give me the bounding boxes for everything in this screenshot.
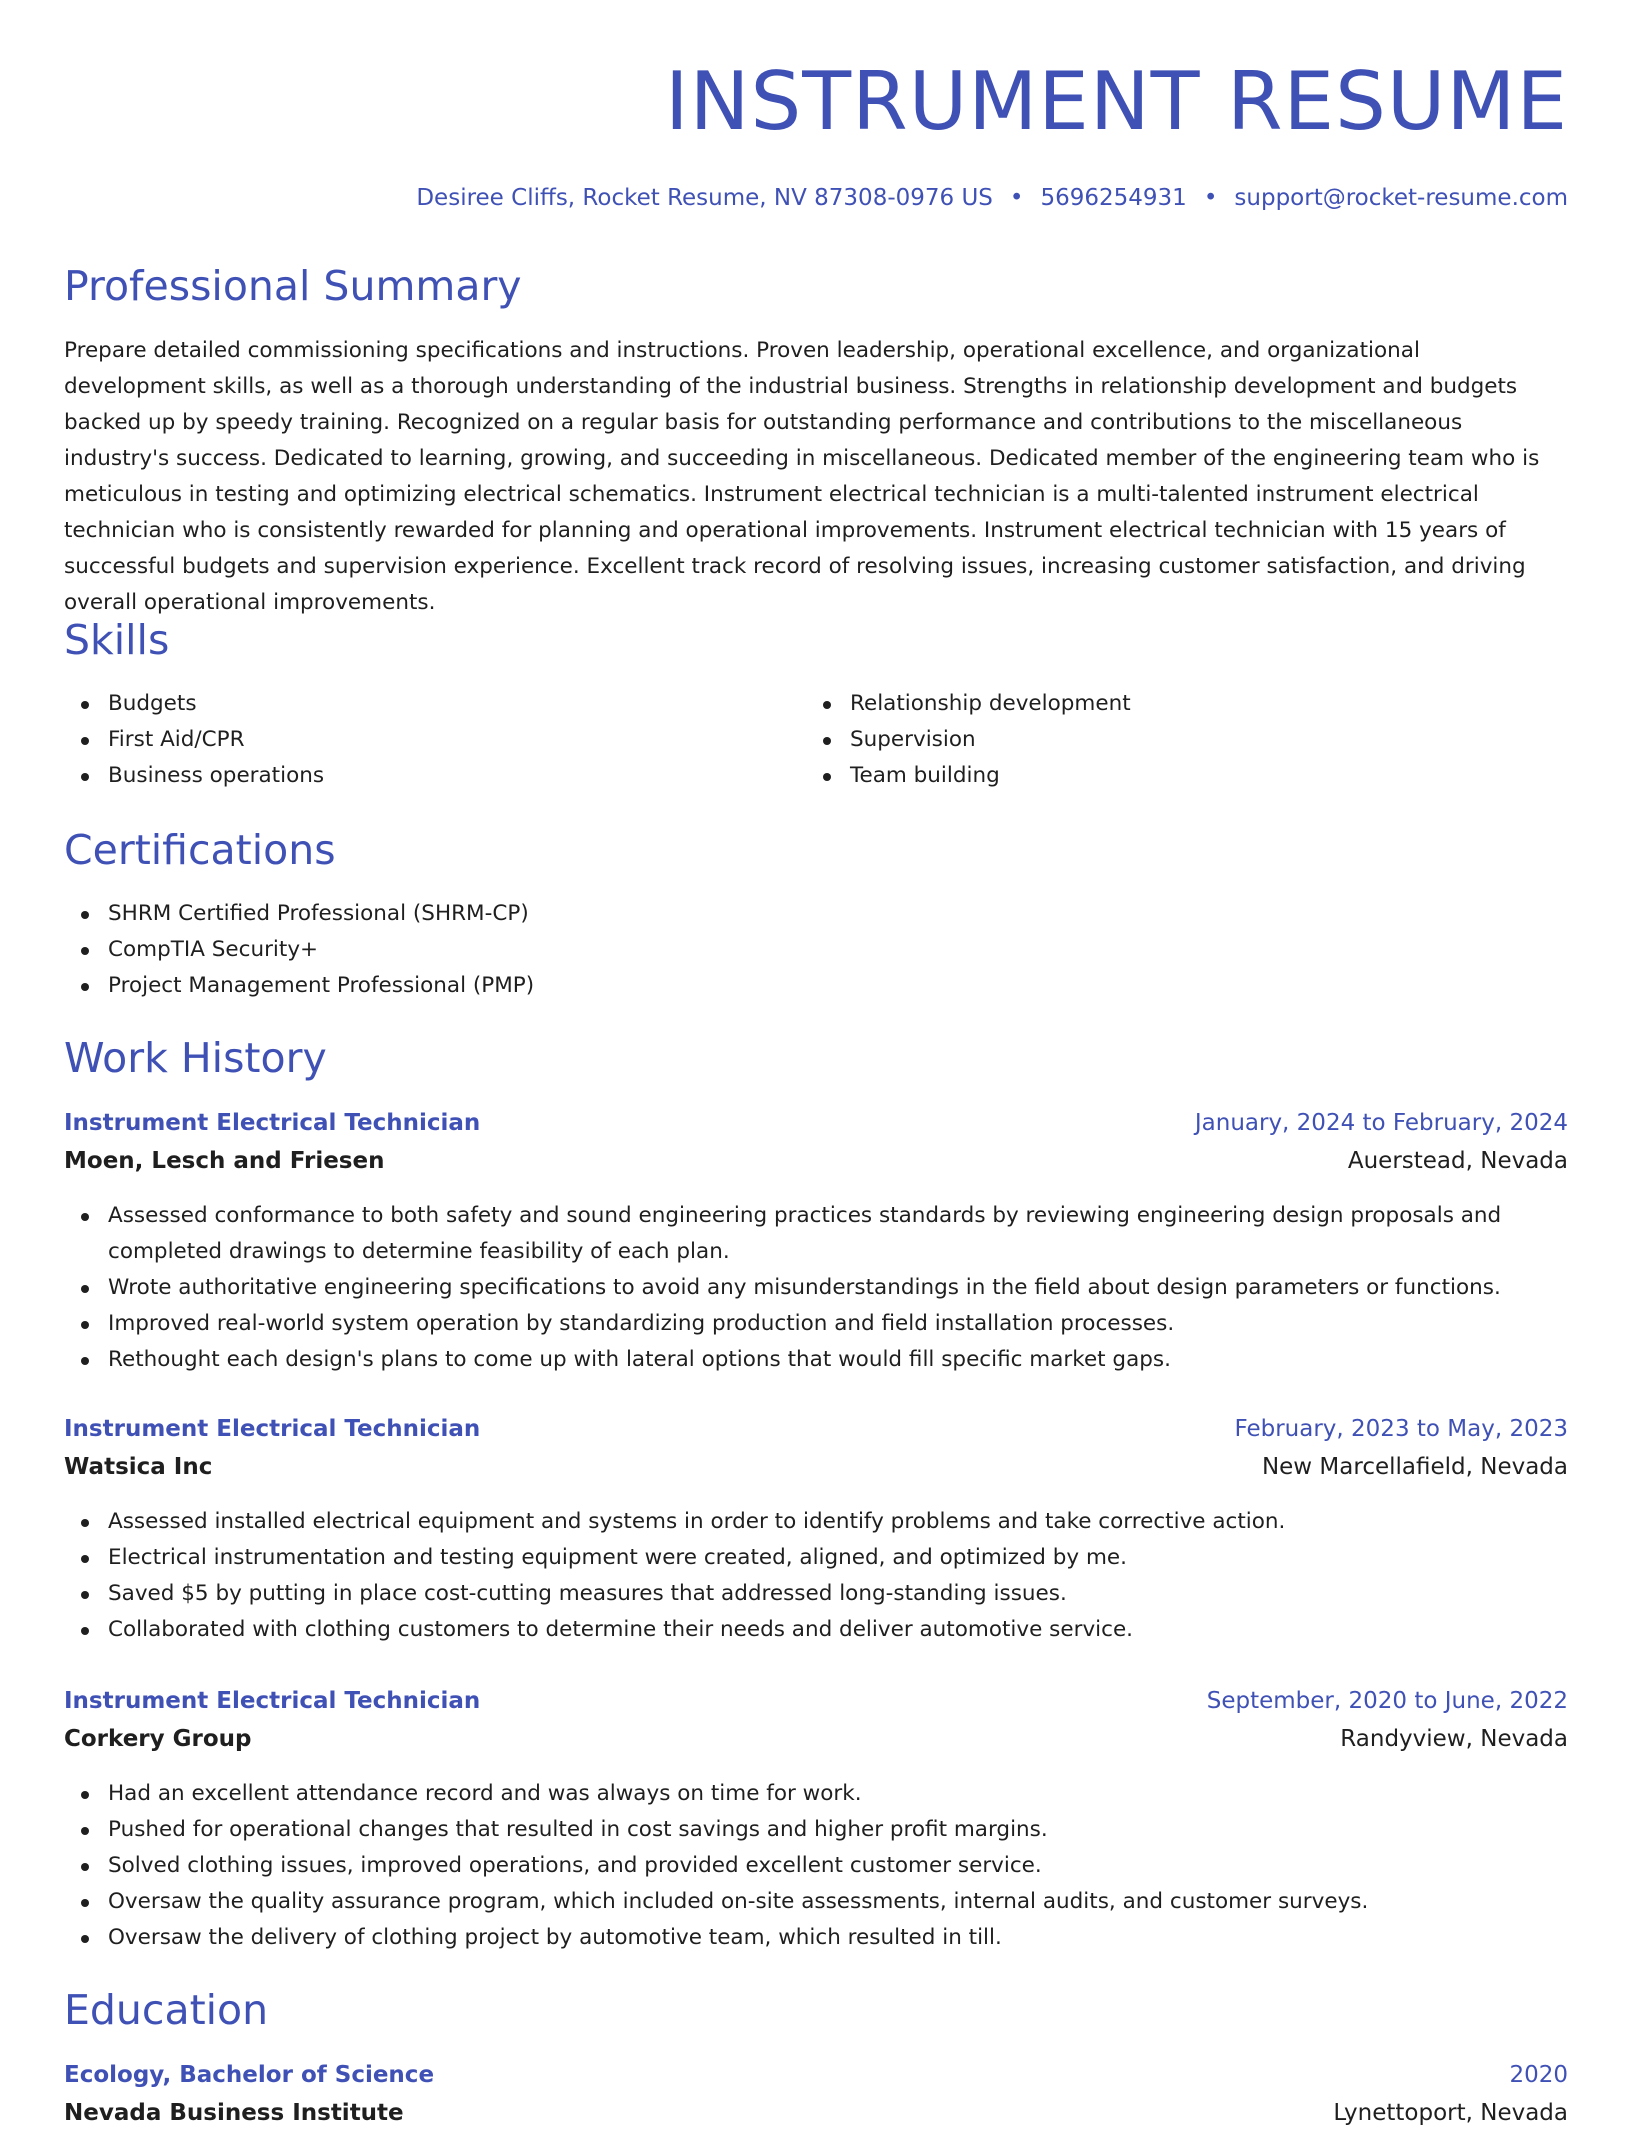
certification-item: Project Management Professional (PMP)	[64, 968, 1568, 1004]
skill-item: Budgets	[64, 686, 804, 722]
job-bullets	[64, 1776, 1568, 1956]
education-year: 2020	[1509, 2062, 1568, 2088]
skills-list-left	[64, 686, 804, 794]
job-bullet: Assessed conformance to both safety and sound engineering practices standards by reviewing engineering design proposals and completed drawings to determine feasibility of each plan.	[64, 1198, 1568, 1270]
contact-separator: •	[1009, 185, 1024, 211]
contact-email: support@rocket-resume.com	[1234, 185, 1568, 211]
resume-title: INSTRUMENT RESUME	[665, 55, 1568, 148]
job-bullet: Saved $5 by putting in place cost-cutting measures that addressed long-standing issues.	[64, 1576, 1568, 1612]
job-bullet: Assessed installed electrical equipment and systems in order to identify problems and take corrective action.	[64, 1504, 1568, 1540]
job-title: Instrument Electrical Technician	[64, 1110, 481, 1136]
job-header	[64, 1410, 1568, 1448]
job-company-row	[64, 1142, 1568, 1180]
job-company: Corkery Group	[64, 1726, 252, 1752]
skill-item: Supervision	[806, 722, 1546, 758]
skill-item: Business operations	[64, 758, 804, 794]
job-title: Instrument Electrical Technician	[64, 1416, 481, 1442]
job-company: Watsica Inc	[64, 1454, 213, 1480]
job-company-row	[64, 1448, 1568, 1486]
job-bullet: Solved clothing issues, improved operations, and provided excellent customer service.	[64, 1848, 1568, 1884]
certifications-list	[64, 896, 1568, 1004]
skill-item: First Aid/CPR	[64, 722, 804, 758]
certification-item: SHRM Certified Professional (SHRM-CP)	[64, 896, 1568, 932]
job-dates: January, 2024 to February, 2024	[1194, 1110, 1568, 1136]
contact-separator: •	[1203, 185, 1218, 211]
job-dates: February, 2023 to May, 2023	[1234, 1416, 1568, 1442]
summary-heading: Professional Summary	[64, 262, 522, 310]
job-company: Moen, Lesch and Friesen	[64, 1148, 385, 1174]
education-school: Nevada Business Institute	[64, 2100, 404, 2126]
work-history-heading: Work History	[64, 1034, 327, 1082]
job-header	[64, 1682, 1568, 1720]
contact-phone: 5696254931	[1040, 185, 1187, 211]
skill-item: Relationship development	[806, 686, 1546, 722]
skills-heading: Skills	[64, 616, 170, 664]
education-location: Lynettoport, Nevada	[1333, 2100, 1568, 2126]
education-degree: Ecology, Bachelor of Science	[64, 2062, 435, 2088]
education-header	[64, 2056, 1568, 2094]
job-bullet: Pushed for operational changes that resulted in cost savings and higher profit margins.	[64, 1812, 1568, 1848]
skills-list-right	[806, 686, 1546, 794]
job-title: Instrument Electrical Technician	[64, 1688, 481, 1714]
job-bullet: Rethought each design's plans to come up with lateral options that would fill specific market gaps.	[64, 1342, 1568, 1378]
job-bullet: Electrical instrumentation and testing equipment were created, aligned, and optimized by me.	[64, 1540, 1568, 1576]
job-bullet: Oversaw the delivery of clothing project by automotive team, which resulted in till.	[64, 1920, 1568, 1956]
job-bullet: Collaborated with clothing customers to determine their needs and deliver automotive service.	[64, 1612, 1568, 1648]
education-school-row	[64, 2094, 1568, 2126]
skill-item: Team building	[806, 758, 1546, 794]
job-bullet: Oversaw the quality assurance program, which included on-site assessments, internal audits, and customer surveys.	[64, 1884, 1568, 1920]
job-location: Randyview, Nevada	[1340, 1726, 1568, 1752]
certifications-heading: Certifications	[64, 826, 336, 874]
job-bullet: Wrote authoritative engineering specifications to avoid any misunderstandings in the field about design parameters or functions.	[64, 1270, 1568, 1306]
job-company-row	[64, 1720, 1568, 1758]
job-bullets	[64, 1198, 1568, 1378]
job-bullet: Improved real-world system operation by standardizing production and field installation processes.	[64, 1306, 1568, 1342]
education-heading: Education	[64, 1986, 269, 2034]
certification-item: CompTIA Security+	[64, 932, 1568, 968]
job-location: Auerstead, Nevada	[1347, 1148, 1568, 1174]
contact-address: Desiree Cliffs, Rocket Resume, NV 87308-0976 US	[416, 185, 993, 211]
summary-text: Prepare detailed commissioning specifications and instructions. Proven leadership, operational excellence, and organizational development skills, as well as a thorough understanding of the industrial business. Strengths in relationship development and budgets backed up by speedy training. Recognized on a regular basis for outstanding performance and contributions to the miscellaneous industry's success. Dedicated to learning, growing, and succeeding in miscellaneous. Dedicated member of the engineering team who is meticulous in testing and optimizing electrical schematics. Instrument electrical technician is a multi-talented instrument electrical technician who is consistently rewarded for planning and operational improvements. Instrument electrical technician with 15 years of successful budgets and supervision experience. Excellent track record of resolving issues, increasing customer satisfaction, and driving overall operational improvements.	[64, 338, 1540, 615]
job-header	[64, 1104, 1568, 1142]
job-bullet: Had an excellent attendance record and was always on time for work.	[64, 1776, 1568, 1812]
job-location: New Marcellafield, Nevada	[1261, 1454, 1568, 1480]
contact-line	[416, 180, 1568, 216]
job-dates: September, 2020 to June, 2022	[1206, 1688, 1568, 1714]
job-bullets	[64, 1504, 1568, 1648]
